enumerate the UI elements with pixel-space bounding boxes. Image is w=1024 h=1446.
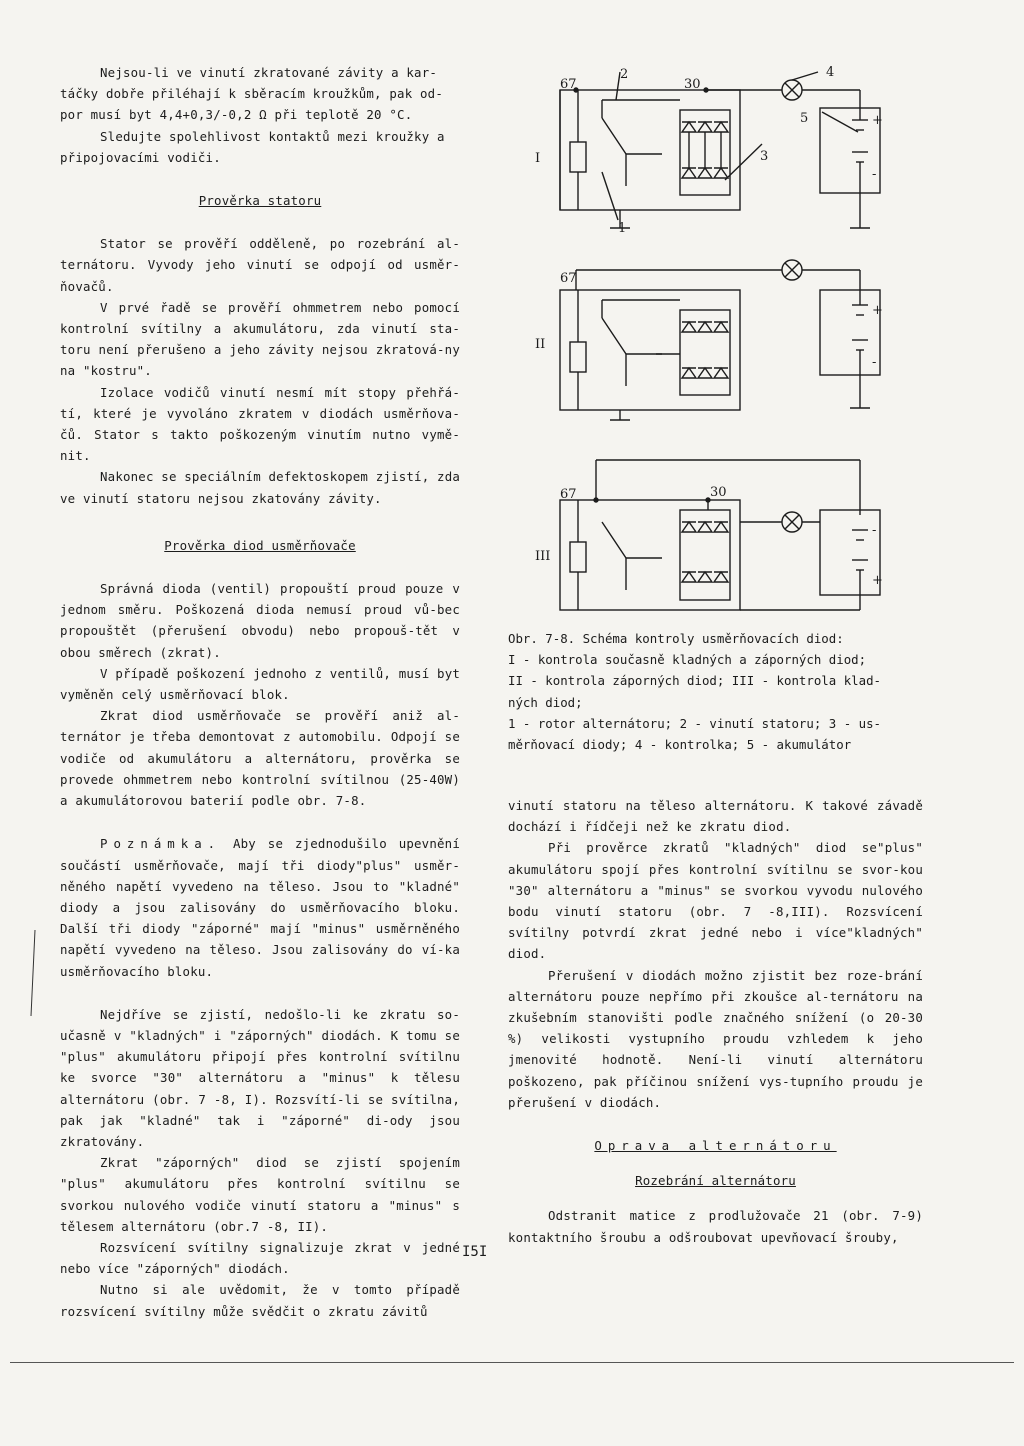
label-2: 2	[620, 67, 629, 82]
check-paragraph-1: Nejdříve se zjistí, nedošlo-li ke zkratu so-učasně v "kladných" i "záporných" diodách. K tomu se "plus" akumulátoru připojí přes kontrolní svítilnu ke svorce "30" alternátoru a "minus" k tělesu alternátoru (obr. 7 -8, I). Rozsvítí-li se svítilna, pak jak "kladné" tak i "záporné" di-ody jsou zkratovány.	[60, 1006, 460, 1149]
note-lead: Poznámka.	[100, 836, 222, 852]
label-1: 1	[618, 221, 627, 236]
diody-paragraph-2: V případě poškození jednoho z ventilů, musí byt vyměněn celý usměrňovací blok.	[60, 665, 461, 703]
heading-proverka-statoru: Prověrka statoru	[198, 193, 322, 209]
label-67-panel2: 67	[560, 271, 577, 286]
caption-line-1: Obr. 7-8. Schéma kontroly usměrňovacích diod:	[508, 631, 844, 646]
stator-paragraph-2: V prvé řadě se prověří ohmmetrem nebo pomocí kontrolní svítilny a akumulátoru, zda vinutí sta-toru není přerušeno a jeho závity nejsou zkratová-ny na "kostru".	[60, 299, 460, 379]
label-67-panel1: 67	[560, 77, 577, 92]
rectifier-test-diagram	[530, 60, 930, 625]
right-paragraph-1: vinutí statoru na těleso alternátoru. K takové závadě dochází i řídčeji než ke zkratu diod.	[508, 798, 923, 835]
left-column	[60, 62, 460, 1322]
label-plus-3: +	[872, 573, 883, 588]
heading-rozebrani-alternatoru: Rozebrání alternátoru	[635, 1173, 796, 1189]
intro-line-2: táčky dobře přiléhají k sběracím kroužkům, pak od-	[60, 86, 443, 102]
label-roman-1: I	[535, 151, 541, 166]
stator-paragraph-3: Izolace vodičů vinutí nesmí mít stopy přehřá-tí, které je vyvoláno zkratem v diodách usměrňova-čů. Stator s takto poškozeným vinutím nutno vymě-nit.	[60, 384, 460, 464]
panel-I	[560, 72, 880, 228]
label-4: 4	[826, 65, 835, 80]
label-5: 5	[800, 111, 809, 126]
intro-line-3: por musí byt 4,4+0,3/-0,2 Ω při teplotě 20 °C.	[60, 107, 413, 123]
right-paragraph-3: Přerušení v diodách možno zjistit bez roze-brání alternátoru pouze nepřímo při zkoušce al-ternátoru na zkušebním stanovišti podle značného snížení (o 20-30 %) velikosti vystupního proudu vzhledem k jeho jmenovité hodnotě. Není-li vinutí alternátoru poškozeno, pak příčinou snížení vys-tupního proudu je přerušení v diodách.	[508, 967, 923, 1110]
label-minus-2: -	[872, 355, 877, 370]
heading-proverka-diod: Prověrka diod usměrňovače	[164, 537, 356, 553]
note-paragraph	[60, 833, 460, 981]
right-paragraph-4: Odstranit matice z prodlužovače 21 (obr. 7-9) kontaktního šroubu a odšroubovat upevňovací šrouby,	[508, 1208, 923, 1245]
right-column	[508, 795, 923, 1248]
label-67-panel3: 67	[560, 487, 577, 502]
label-plus-1: +	[872, 113, 883, 128]
note-text: Aby se zjednodušilo upevnění součástí usměrňovače, mají tři diody"plus" usměr-něného napětí vyvedeno na těleso. Jsou to "kladné" diody a jsou zalisovány do usměrňovacího bloku. Další tři diody "záporné" mají "minus" usměrněného napětí vyvedeno na těleso. Jsou zalisovány do ví-ka usměrňovacího bloku.	[60, 836, 460, 979]
stator-paragraph-4: Nakonec se speciálním defektoskopem zjistí, zda ve vinutí statoru nejsou zkatovány závity.	[60, 469, 461, 506]
caption-line-2: I - kontrola současně kladných a záporných diod;	[508, 652, 867, 668]
label-roman-3: III	[535, 549, 551, 564]
margin-mark	[30, 930, 36, 1016]
page-number: I5I	[462, 1244, 488, 1260]
label-minus-1: -	[872, 167, 877, 182]
panel-II	[560, 260, 880, 420]
label-30-panel3: 30	[710, 485, 727, 500]
heading-oprava-alternatoru: Oprava alternátoru	[594, 1138, 837, 1154]
battery-icon	[850, 90, 870, 228]
caption-line-6: měrňovací diody; 4 - kontrolka; 5 - akumulátor	[508, 737, 852, 753]
stator-winding	[602, 100, 680, 186]
rotor-symbol	[570, 90, 586, 210]
diody-paragraph-1: Správná dioda (ventil) propouští proud pouze v jednom směru. Poškozená dioda nemusí proud vů-bec propouštět (přerušení obvodu) nebo propouš-tět v obou směrech (zkrat).	[60, 581, 460, 660]
caption-line-4: ných diod;	[508, 694, 583, 710]
lamp-icon	[782, 80, 802, 100]
footer-rule	[10, 1362, 1014, 1363]
diode-block	[680, 110, 730, 195]
diody-paragraph-3: Zkrat diod usměrňovače se prověří aniž al-ternátor je třeba demontovat z automobilu. Odpojí se vodiče od akumulátoru a alternátoru, prověrka se provede ohmmetrem nebo kontrolní svítilnou (25-40W) a akumulátorovou baterií podle obr. 7-8.	[60, 708, 460, 809]
label-minus-3: -	[872, 523, 877, 538]
right-paragraph-2: Při prověrce zkratů "kladných" diod se"plus" akumulátoru spojí přes kontrolní svítilnu se svor-kou "30" alternátoru a "minus" se svorkou vyvodu nulového bodu vinutí statoru (obr. 7 -8,III). Rozsvícení svítilny potvrdí zkrat jedné nebo i více"kladných" diod.	[508, 840, 923, 962]
intro-line-5: připojovacími vodiči.	[60, 149, 221, 165]
intro-line-1: Nejsou-li ve vinutí zkratované závity a kar-	[100, 65, 438, 80]
caption-line-3: II - kontrola záporných diod; III - kontrola klad-	[508, 673, 881, 689]
label-roman-2: II	[535, 337, 546, 352]
panel-III	[560, 460, 880, 610]
intro-line-4: Sledujte spolehlivost kontaktů mezi kroužky a	[100, 128, 445, 144]
stator-paragraph-1: Stator se prověří odděleně, po rozebrání al-ternátoru. Vyvody jeho vinutí se odpojí od usměr-ňovačů.	[60, 236, 460, 294]
check-paragraph-4: Nutno si ale uvědomit, že v tomto případě rozsvícení svítilny může svědčit o zkratu závitů	[60, 1282, 460, 1319]
label-3: 3	[760, 149, 769, 164]
check-paragraph-2: Zkrat "záporných" diod se zjistí spojením "plus" akumulátoru přes kontrolní svítilnu se svorkou nulového vodiče vinutí statoru a "minus" s tělesem alternátoru (obr.7 -8, II).	[60, 1155, 460, 1234]
label-plus-2: +	[872, 303, 883, 318]
check-paragraph-3: Rozsvícení svítilny signalizuje zkrat v jedné nebo více "záporných" diodách.	[60, 1239, 460, 1277]
figure-caption	[508, 628, 923, 755]
caption-line-5: 1 - rotor alternátoru; 2 - vinutí statoru; 3 - us-	[508, 715, 881, 731]
label-30-panel1: 30	[684, 77, 701, 92]
